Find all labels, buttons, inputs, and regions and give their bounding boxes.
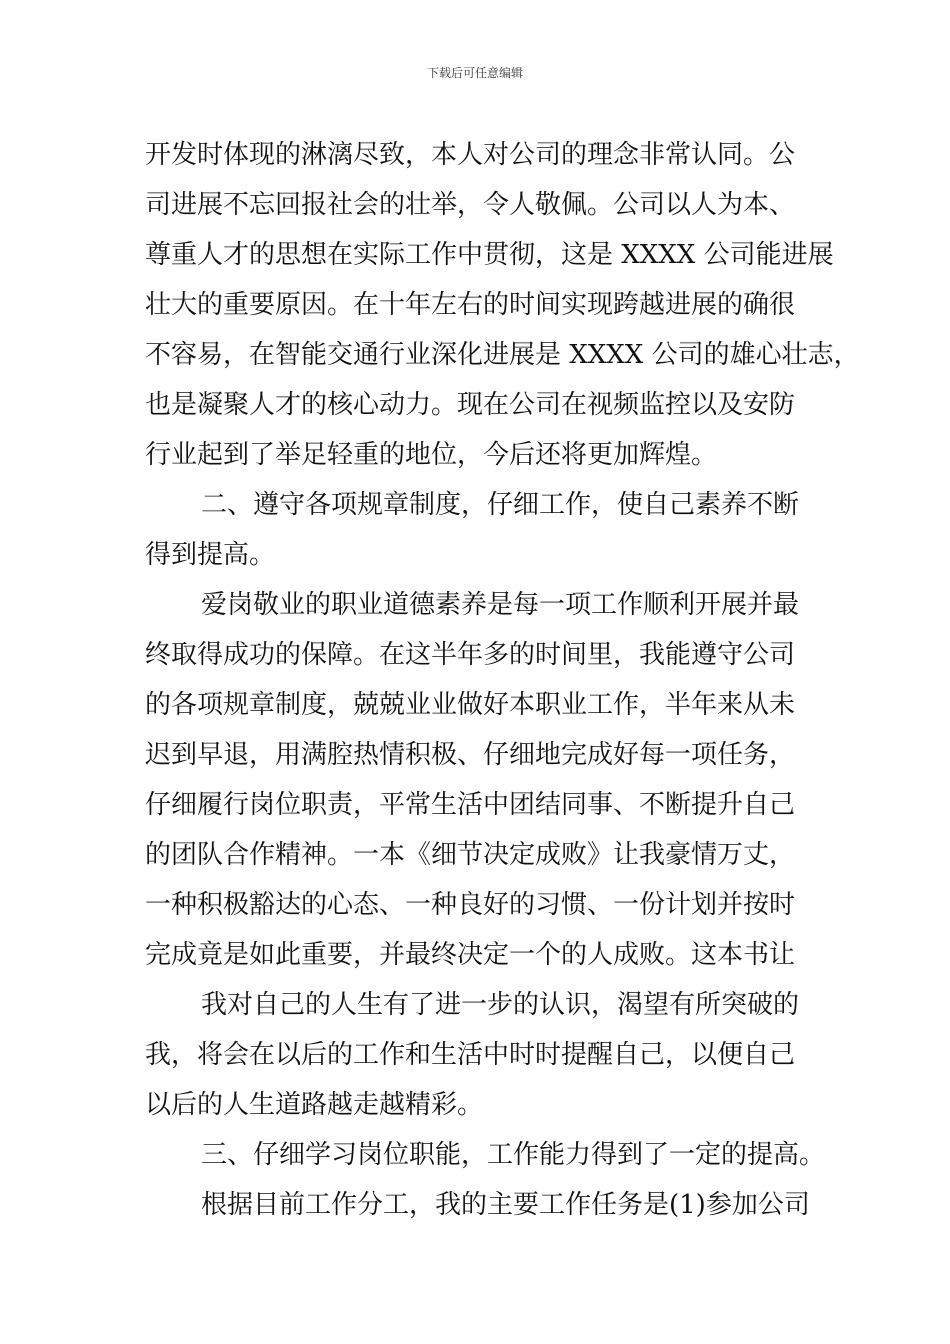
paragraph-start: 我对自己的人生有了进一步的认识，渴望有所突破的 xyxy=(201,990,800,1020)
text-line: 仔细履行岗位职责，平常生活中团结同事、不断提升自己 xyxy=(145,790,796,820)
text-line: 终取得成功的保障。在这半年多的时间里，我能遵守公司 xyxy=(145,640,796,670)
text-line: 完成竟是如此重要，并最终决定一个的人成败。这本书让 xyxy=(145,940,796,970)
text-line: 我，将会在以后的工作和生活中时时提醒自己，以便自己 xyxy=(145,1040,796,1070)
text-line: 不容易，在智能交通行业深化进展是 XXXX 公司的雄心壮志， xyxy=(145,340,860,370)
text-line: 的各项规章制度，兢兢业业做好本职业工作，半年来从未 xyxy=(145,690,796,720)
text-line: 司进展不忘回报社会的壮举，令人敬佩。公司以人为本、 xyxy=(145,190,796,220)
section-heading-3: 三、仔细学习岗位职能，工作能力得到了一定的提高。 xyxy=(201,1140,826,1170)
text-line: 以后的人生道路越走越精彩。 xyxy=(145,1090,484,1120)
paragraph-start: 根据目前工作分工，我的主要工作任务是(1)参加公司 xyxy=(201,1190,810,1220)
text-line: 迟到早退，用满腔热情积极、仔细地完成好每一项任务， xyxy=(145,740,796,770)
text-line: 壮大的重要原因。在十年左右的时间实现跨越进展的确很 xyxy=(145,290,796,320)
document-body xyxy=(145,130,860,1230)
section-heading-2: 二、遵守各项规章制度，仔细工作，使自己素养不断 xyxy=(201,490,800,520)
text-line: 也是凝聚人才的核心动力。现在公司在视频监控以及安防 xyxy=(145,390,796,420)
text-line: 尊重人才的思想在实际工作中贯彻，这是 XXXX 公司能进展 xyxy=(145,240,834,270)
page-header: 下载后可任意编辑 xyxy=(426,66,523,80)
text-line: 得到提高。 xyxy=(145,540,276,570)
paragraph-start: 爱岗敬业的职业道德素养是每一项工作顺利开展并最 xyxy=(201,590,800,620)
text-line: 的团队合作精神。一本《细节决定成败》让我豪情万丈， xyxy=(145,840,796,870)
text-line: 开发时体现的淋漓尽致，本人对公司的理念非常认同。公 xyxy=(145,140,796,170)
text-line: 一种积极豁达的心态、一种良好的习惯、一份计划并按时 xyxy=(145,890,796,920)
text-line: 行业起到了举足轻重的地位，今后还将更加辉煌。 xyxy=(145,440,718,470)
